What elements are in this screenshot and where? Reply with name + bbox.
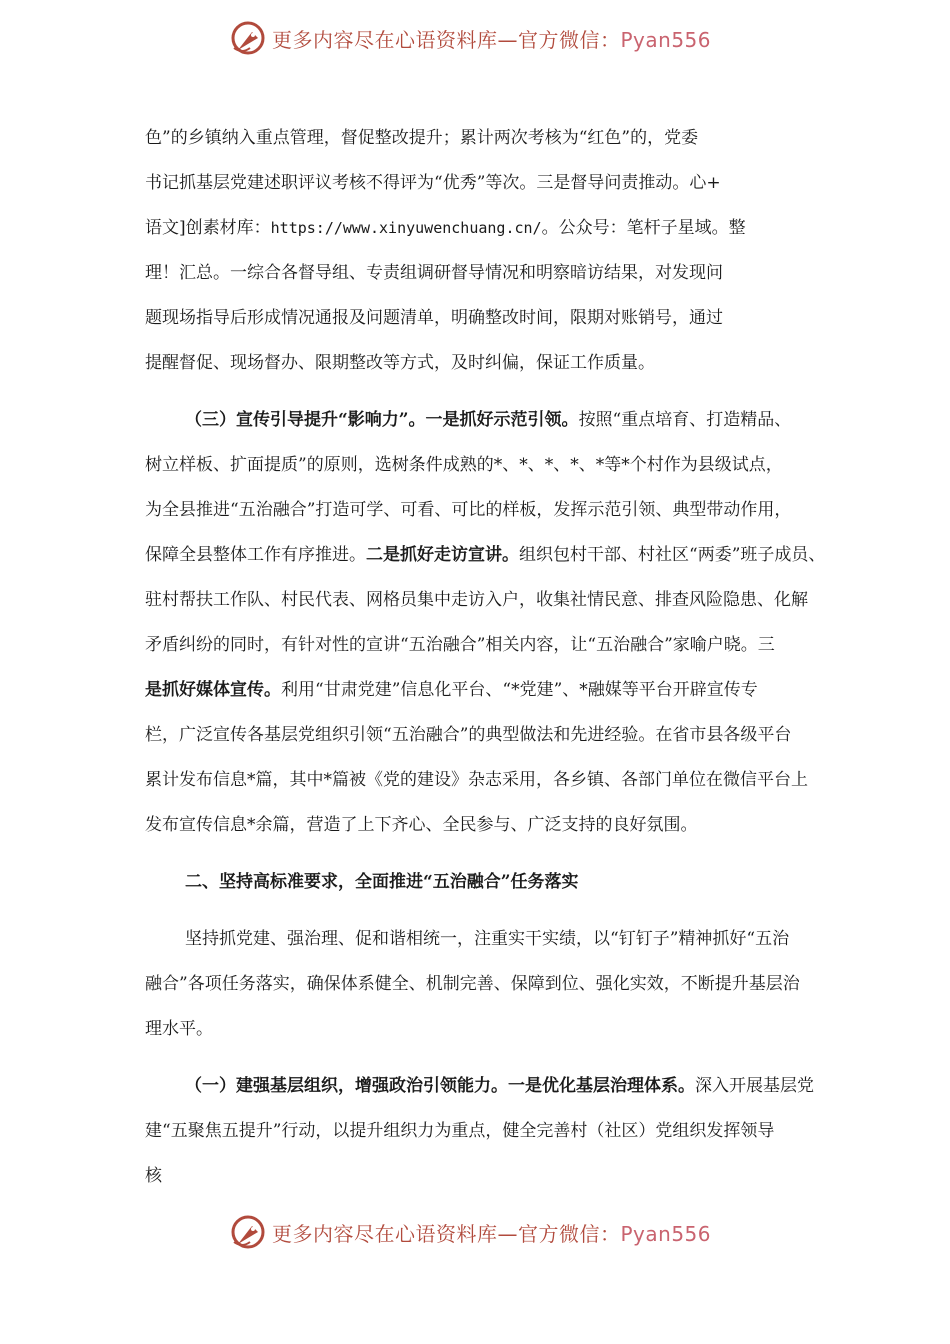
- text-line: 驻村帮扶工作队、村民代表、网格员集中走访入户，收集社情民意、排查风险隐患、化解: [145, 590, 808, 610]
- text-line: [145, 1064, 835, 1109]
- text-line: 提醒督促、现场督办、限期整改等方式，及时纠偏，保证工作质量。: [145, 353, 655, 373]
- text-span: 保障全县整体工作有序推进。: [145, 545, 366, 565]
- bold-span: 二是抓好走访宣讲。: [366, 545, 519, 565]
- text-span: 按照“重点培育、打造精品、: [578, 410, 792, 430]
- banner-label: 更多内容尽在心语资料库—官方微信：: [272, 27, 621, 52]
- pen-nib-logo-icon: [228, 1212, 268, 1252]
- banner-text: [272, 1218, 711, 1247]
- text-line: 建“五聚焦五提升”行动，以提升组织力为重点，健全完善村（社区）党组织发挥领导: [145, 1121, 775, 1141]
- text-span: 。公众号：笔杆子星域。整: [541, 218, 746, 238]
- text-span: 利用“甘肃党建”信息化平台、“*党建”、*融媒等平台开辟宣传专: [281, 680, 758, 700]
- banner-account: Pyan556: [620, 27, 712, 52]
- website-url: https://www.xinyuwenchuang.cn/: [270, 219, 542, 237]
- text-span: 语文]创素材库：: [145, 218, 271, 238]
- text-span: 深入开展基层党: [695, 1076, 814, 1096]
- text-line: 栏，广泛宣传各基层党组织引领“五治融合”的典型做法和先进经验。在省市县各级平台: [145, 725, 792, 745]
- text-line: 坚持抓党建、强治理、促和谐相统一，注重实干实绩，以“钉钉子”精神抓好“五治: [185, 929, 790, 949]
- paragraph-2: [145, 398, 835, 848]
- footer-banner: [228, 1212, 728, 1252]
- text-line: 理水平。: [145, 1019, 213, 1039]
- text-line: 累计发布信息*篇，其中*篇被《党的建设》杂志采用，各乡镇、各部门单位在微信平台上: [145, 770, 808, 790]
- text-line: 树立样板、扩面提质”的原则，选树条件成熟的*、*、*、*、*等*个村作为县级试点，: [145, 455, 783, 475]
- banner-account: Pyan556: [620, 1221, 712, 1246]
- text-line: 题现场指导后形成情况通报及问题清单，明确整改时间，限期对账销号，通过: [145, 308, 723, 328]
- text-line: [145, 398, 835, 443]
- text-line: 发布宣传信息*余篇，营造了上下齐心、全民参与、广泛支持的良好氛围。: [145, 815, 698, 835]
- paragraph-3: [145, 917, 835, 1052]
- paragraph-1: [145, 116, 835, 386]
- banner-text: [272, 24, 711, 53]
- text-line: 为全县推进“五治融合”打造可学、可看、可比的样板，发挥示范引领、典型带动作用，: [145, 500, 792, 520]
- text-line: 理！汇总。一综合各督导组、专责组调研督导情况和明察暗访结果，对发现问: [145, 263, 723, 283]
- text-line: 书记抓基层党建述职评议考核不得评为“优秀”等次。三是督导问责推动。心+: [145, 173, 721, 193]
- bold-span: 是抓好媒体宣传。: [145, 680, 281, 700]
- section-heading: 二、坚持高标准要求，全面推进“五治融合”任务落实: [185, 872, 579, 892]
- banner-label: 更多内容尽在心语资料库—官方微信：: [272, 1221, 621, 1246]
- bold-span: （三）宣传引导提升“影响力”。一是抓好示范引领。: [185, 410, 579, 430]
- text-line: 核: [145, 1166, 162, 1186]
- text-line: 色”的乡镇纳入重点管理，督促整改提升；累计两次考核为“红色”的，党委: [145, 128, 699, 148]
- header-banner: [228, 18, 728, 58]
- pen-nib-logo-icon: [228, 18, 268, 58]
- bold-span: （一）建强基层组织，增强政治引领能力。一是优化基层治理体系。: [185, 1076, 695, 1096]
- text-span: 组织包村干部、村社区“两委”班子成员、: [519, 545, 826, 565]
- paragraph-4: [145, 1064, 835, 1199]
- text-line: 融合”各项任务落实，确保体系健全、机制完善、保障到位、强化实效，不断提升基层治: [145, 974, 800, 994]
- text-line: [145, 668, 835, 713]
- document-body: [145, 116, 835, 1211]
- text-line: [145, 533, 835, 578]
- text-line: [145, 206, 835, 251]
- text-line: 矛盾纠纷的同时，有针对性的宣讲“五治融合”相关内容，让“五治融合”家喻户晓。三: [145, 635, 775, 655]
